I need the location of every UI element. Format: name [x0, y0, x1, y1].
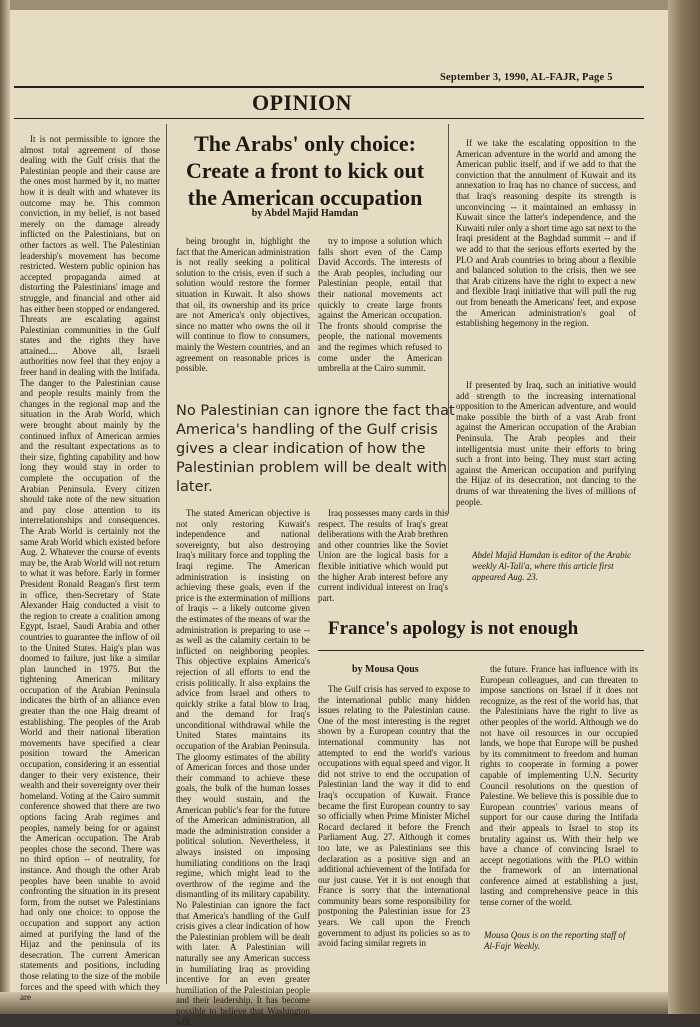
- article1-column-1: [20, 134, 160, 1003]
- article1-column-3b: [318, 508, 448, 603]
- article-text: Iraq possesses many cards in this respect. The results of Iraq's great deliberations with the Arab brethren and other countries like the Soviet Union are the logical basis for a flexible initiative which would put the higher Arab interest before any current individual interest on Iraq's part.: [318, 508, 448, 603]
- header-rule: [14, 86, 644, 88]
- page-edge-left: [0, 0, 10, 1014]
- article1-byline: by Abdel Majid Hamdan: [251, 208, 359, 219]
- article1-author-bio: Abdel Majid Hamdan is editor of the Arabic weekly Al-Tali'a, where this article first appeared Aug. 23.: [472, 550, 632, 582]
- binding-spine: [668, 0, 700, 1014]
- page-header: September 3, 1990, AL-FAJR, Page 5: [440, 72, 613, 83]
- column-rule: [166, 124, 167, 984]
- article2-column-2: [480, 664, 638, 926]
- article-text: If we take the escalating opposition to the American adventure in the world and among the American public itself, and if we add to that the conviction that the annulment of Kuwait and its annexation to Iraq has no chance of success, and that Iraq's reasoning despite its strength is unconvincing -- it maintained an embassy in Kuwait since the latter's independence, and the Kuwaiti ruler only a short time ago sat next to the Iraqi president at the Baghdad summit -- and if we add to that the serious efforts exerted by the PLO and Arab countries to bring about a flexible and balanced solution to the crisis, then we see that Arab citizens have the right to expect a new and flexible Iraqi initiative that will pull the rug out from beneath the Americans' feet, and expose the American administration's goal of establishing hegemony in the region.: [456, 138, 636, 329]
- article1-column-2b: [176, 508, 310, 1027]
- article1-column-4b: [456, 380, 636, 520]
- page-edge-top: [0, 0, 690, 10]
- article1-column-2: [176, 236, 310, 374]
- article-text: being brought in, highlight the fact that the American administration is not really seeking a political solution to the crisis, even if such a solution would restore the former situation in Kuwait. It also shows that oil, its ownership and its price are not America's only objectives, since no matter who owns the oil it will continue to flow to consumers, mainly the Western countries, and an agreement on reasonable prices is possible.: [176, 236, 310, 374]
- pull-quote: No Palestinian can ignore the fact that America's handling of the Gulf crisis gives a clear indication of how the Palestinian problem will be dealt with later.: [176, 403, 455, 495]
- article2-byline: by Mousa Qous: [352, 664, 419, 675]
- section-title: OPINION: [252, 90, 353, 115]
- article-text: the future. France has influence with its European colleagues, and can threaten to impose sanctions on Israel if it does not recognize, as the rest of the world has, that the Palestinians have the right to live as other peoples of the world. Although we do not have oil resources in our occupied lands, we hope that Europe will be pushed by its commitment to freedom and human rights to cooperate in forming a power capable of implementing U.N. Security Council resolutions on the question of Palestine. We believe this is possible due to European countries' various means of support for our cause during the Intifada and their appeals to Israel to stop its brutality against us. With their help we have a chance of convincing Israel to accept negotiations with the PLO within the framework of an international conference aimed at establishing a just, lasting and comprehensive peace in this tense corner of the world.: [480, 664, 638, 908]
- article-text: try to impose a solution which falls short even of the Camp David Accords. The interests of the Arab peoples, including our Palestinian people, entail that their national movements act quickly to create large fronts against the American occupation. The fronts should comprise the people, the national movements and the regimes which refused to come under the American umbrella at the Cairo summit.: [318, 236, 442, 374]
- article1-column-3: [318, 236, 442, 374]
- article2-rule: [318, 650, 644, 651]
- article2-headline: France's apology is not enough: [328, 618, 579, 639]
- article-text: The stated American objective is not only restoring Kuwait's independence and national sovereignty, but also destroying Iraq's military force and toppling the Iraqi regime. The American administration is insisting on achieving these goals, even if the price is the extermination of millions of Iraqis -- a likely outcome given the estimates of the means of war the administration is preparing to use -- as well as the calamity certain to be inflicted on neighboring peoples. This objective explains America's rejection of all efforts to end the crisis politically. It also explains the advice from Israel and others to quickly strike a fatal blow to Iraq, and the demand for Iraq's unconditional withdrawal while the United States maintains its occupation of the Arabian Peninsula. The gloomy estimates of the ability of American forces and those under their command to achieve these goals, the bulk of the human losses they would sustain, and the American public's fear for the future of the American administration, all made the administration consider a political solution. Nevertheless, it always insisted on imposing humiliating conditions on the Iraqi regime, which might lead to the overthrow of the regime and the dismantling of its military capability. No Palestinian can ignore the fact that America's handling of the Gulf crisis gives a clear indication of how the Palestinian problem will be dealt with later. A Palestinian will naturally see any American success in humiliating Iraq as providing incentive for an even greater humiliation of the Palestinian people and their leadership. It has become possible to believe that Washington will: [176, 508, 310, 1027]
- section-rule: [14, 118, 644, 119]
- article2-author-bio: Mousa Qous is on the reporting staff of Al-Fajr Weekly.: [484, 930, 626, 951]
- article1-column-4: [456, 138, 636, 364]
- article1-headline: The Arabs' only choice: Create a front to kick out the American occupation: [185, 131, 425, 210]
- article-text: It is not permissible to ignore the almost total agreement of those dealing with the Gulf crisis that the Palestinian people and their cause are the ones most harmed by it, no matter how it is dealt with and whatever its outcome may be. This common conviction, in my belief, is not based merely on the damage already inflicted on the Palestinians, but on other factors as well. The Palestinian leadership's movement has become restricted. Western public opinion has accepted propaganda aimed at distorting the Palestinians' image and struggle, and financial and other aid has either been stopped or endangered. Threats are escalating against Palestinian communities in the Gulf states and the rights they have attained.... Above all, Israeli authorities now feel that they enjoy a freer hand in dealing with the Intifada. The danger to the Palestinian cause and people results mainly from the changes in the regional map and the situation in the Arab World, which were brought about mainly by the continued influx of American armies and the resultant expectations as to their size, fighting capability and how long they would stay in order to complete the occupation of the Arabian Peninsula. Every citizen should take note of the new situation and pay close attention to its interrelationships and consequences. The Arab World is certainly not the same Arab World which existed before Aug. 2. Whatever the course of events may be, the Arab World will not return to what it was before. Early in former President Ronald Reagan's first term in office, then-Secretary of State Alexander Haig conducted a visit to the region to create a coalition among Egypt, Israel, Saudi Arabia and other countries to guarantee the inflow of oil to the United States. Haig's plan was doomed to failure, just like a similar plan launched in 1975. But the tightening American military occupation of the Arabian Peninsula indicates the birth of an alliance even greater than the one Haig dreamt of establishing. The peoples of the Arab World and their national liberation movements have specified a clear position toward the American occupation, considering it an essential danger to their very existence, their wealth and their sovereignty over their homeland. Voting at the Cairo summit conference showed that there are two options facing Arab regimes and peoples, namely being for or against the American occupation. The Arab peoples chose the second. There was no third option -- of neutrality, for instance. And though the other Arab peoples have been unable to avoid confronting the situation in its present form, from the outset we Palestinians had only one choice: to oppose the occupation and support any action aimed at purifying the land of the Hijaz and the peninsula of its desecration. The current American statements and positions, including those relating to the size of the mobile forces and the speed with which they are: [20, 134, 160, 1003]
- article-text: If presented by Iraq, such an initiative would add strength to the increasing international opposition to the American adventure, and would make possible the birth of a vast Arab front against the American occupation of the Arabian Peninsula. The Arab peoples and their intelligentsia must unite their efforts to bring such a front into being. They must start acting against the American occupation and purifying the Hijaz of its desecration, not dancing to the drums of war threatening the lives of millions of people.: [456, 380, 636, 507]
- article-text: The Gulf crisis has served to expose to the international public many hidden issues relating to the Palestinian cause. One of the most interesting is the regret shown by a European country that the international community has not attempted to end the world's various occupations with equal speed and vigor. It did not strive to end the occupation of Palestinian land the way it did to end Iraq's occupation of Kuwait. France became the first European country to say so officially when Prime Minister Michel Rocard declared it before the French Parliament Aug. 27. Although it comes too late, we as Palestinians see this declaration as a positive sign and an additional achievement of the Intifada for our just cause. Yet it is not enough that France is sorry that the international community bears some responsibility for postponing the Palestinian issue for 23 years. We call upon the French government to adjust its policies so as to avoid facing similar regrets in: [318, 684, 470, 949]
- article2-column-1: [318, 684, 470, 954]
